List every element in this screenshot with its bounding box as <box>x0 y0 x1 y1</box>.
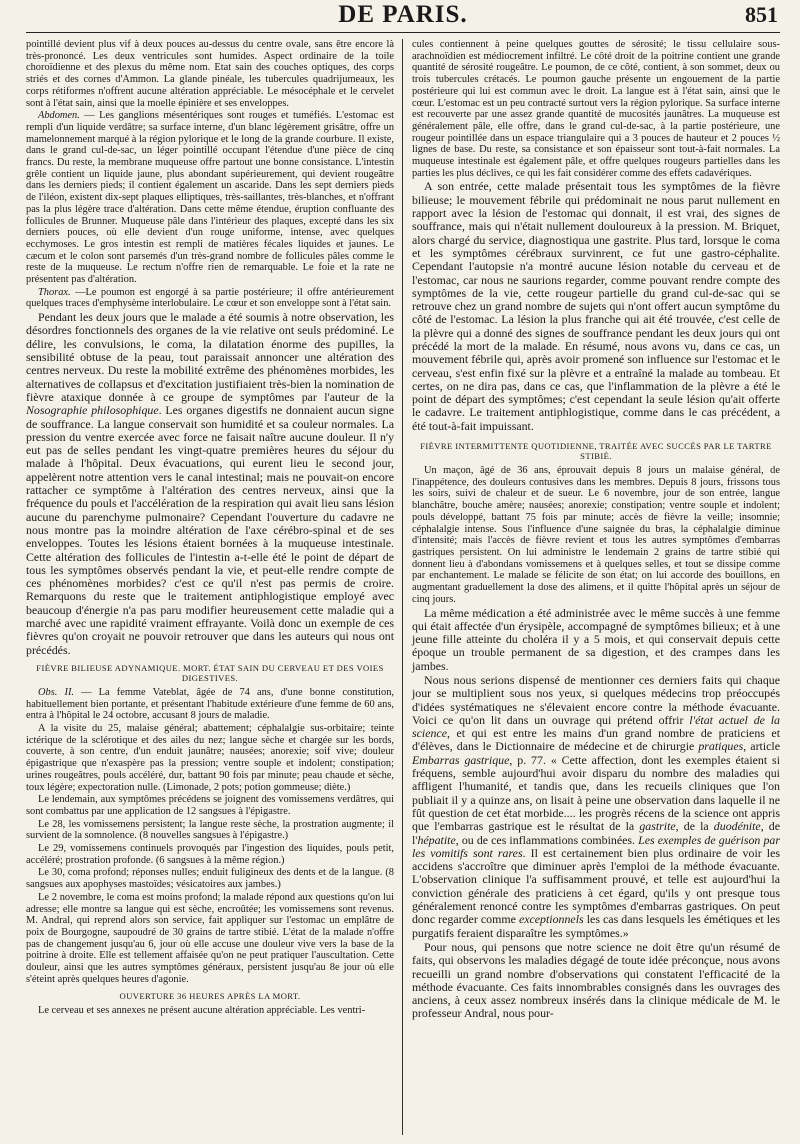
page-header <box>26 0 780 33</box>
paragraph-text: , de la <box>675 819 714 834</box>
paragraph: Le 28, les vomissemens persistent; la langue reste sèche, la prostration augmente; il survient de la somnolence. (8 nouvelles sangsues à l'épigastre.) <box>26 818 395 842</box>
emphasis: exceptionnels <box>518 912 584 927</box>
paragraph-text: . Il est certainement bien plus ordinaire de voir les accidens s'accroître que diminuer après l'emploi de la méthode évacuante. L'observation clinique l'a suffisamment prouvé, et telle est aujourd'hui la conviction générale des praticiens à cet égard, qu'ils y ont presque tous généralement renoncé contre les symptômes d'embarras gastriques. On peut donc regarder comme <box>411 845 780 927</box>
left-column <box>26 39 402 1135</box>
paragraph-text: — Les ganglions mésentériques sont rouges et tuméfiés. L'estomac est rempli d'un liquide verdâtre; sa surface interne, d'un blanc légèrement grisâtre, offre un mamelonnement marqué à la région pylorique et le long de la grande courbure. Il existe, dans le grand cul-de-sac, un léger pointillé occupant l'étendue d'une pièce de cinq francs. Du reste, la membrane muqueuse offre partout une bonne consistance. L'intestin grêle contient un liquide jaune, plus abondant supérieurement, qui devient rougeâtre dans les derniers pieds; il contient également un ascaride. Dans les sept derniers pieds de l'iléon, existent dix-sept plaques elliptiques, très-saillantes, très-blanches, et n'offrant pas la plus légère trace d'altération. Dans cette même étendue, éruption confluante des follicules de Brunner. Muqueuse pâle dans l'intérieur des plaques, excepté dans les six derniers pouces, où elle devient d'un rouge uniforme, intense, avec quelques ecchymoses. Le gros intestin est rempli de matières fécales liquides et jaunes. Le cæcum et le colon sont parsemés d'un très-grand nombre de follicules pâles comme le reste de la muqueuse. Le rectum n'offre rien de remarquable. Le foie et la rate ne présentent pas d'altération. <box>26 110 395 286</box>
paragraph-abdomen <box>26 110 394 286</box>
paragraph: Le 2 novembre, le coma est moins profond; la malade répond aux questions qu'on lui adresse; elle montre sa langue qui est sèche, encroûtée; les vomissemens sont revenus. M. Andral, qui reprend alors son service, fait appliquer sur l'estomac un emplâtre de poix de Bourgogne, saupoudré de 30 grains de tartre stibié. L'état de la malade n'offre pas de changement jusqu'au 6, jour où elle accuse une douleur vive vers la base de la poitrine à droite. Elle est tellement affaisée qu'on ne peut pratiquer l'auscultation. Cette douleur, ainsi que les autres symptômes généraux, persistent jusqu'au 8e jour où elle s'éteint après quelques heures d'agonie. <box>26 891 395 985</box>
paragraph-text: Pendant les deux jours que le malade a été soumis à notre observation, les désordres fonctionnels des organes de la vie relative ont seuls prédominé. Le délire, les convulsions, le coma, la dilatation énorme des pupilles, la sensibilité obtuse de la peau, tout paraissait annoncer une altération des centres nerveux. Du reste la mobilité extrême des phénomènes morbides, les alternatives de collapsus et d'excitation justifiaient très-bien la nomination de fièvre ataxique donnée à ce groupe de symptômes par l'auteur de la <box>26 310 395 404</box>
emphasis: pratiques <box>698 739 744 754</box>
paragraph-text: — La femme Vateblat, âgée de 74 ans, d'une bonne constitution, habituellement bien portante, et présentant l'habitude extérieure d'une femme de 60 ans, entra à l'hôpital le 24 octobre, accusant 8 jours de maladie. <box>26 686 395 722</box>
section-label: Abdomen. <box>38 110 80 122</box>
paragraph-text: les cas dans lesquels les émétiques et les purgatifs feraient disparaître les symptômes.» <box>411 912 780 940</box>
paragraph: Le lendemain, aux symptômes précédens se joignent des vomissemens verdâtres, qui sont combattus par une application de 12 sangsues à l'épigastre. <box>26 794 395 817</box>
paragraph: Le 30, coma profond; réponses nulles; enduit fuligineux des dents et de la langue. (8 sangsues aux apophyses mastoïdes; vésicatoires aux jambes.) <box>26 867 395 891</box>
section-heading: OUVERTURE 36 HEURES APRÈS LA MORT. <box>119 991 301 1002</box>
observation-label: Obs. II. <box>38 686 74 698</box>
paragraph-text: , de l' <box>411 819 780 847</box>
emphasis: Les exemples de guérison par les vomitifs sont rares <box>411 832 780 860</box>
paragraph-text: , article <box>743 739 780 754</box>
emphasis: l'état actuel de la science <box>411 712 780 741</box>
emphasis: hépatite <box>417 832 456 847</box>
paragraph: cules contiennent à peine quelques gouttes de sérosité; le tissu cellulaire sous-arachnoïdien est médiocrement infiltré. Le côté droit de la poitrine contient une grande quantité de sérosité rougeâtre. Le poumon, de ce côté, contient, à son sommet, deux ou trois tubercules crétacés. Le poumon gauche présente un engouement de la partie postérieure qui lui est commun avec le droit. La langue est à l'état sain, ainsi que le cœur. L'estomac est un peu contracté surtout vers la région pylorique. Sa surface interne est recouverte par une assez grande quantité de mucosités jaunâtres. La muqueuse est généralement pâle, elle offre, dans le grand cul-de-sac, à la partie postérieure, une rougeur pointillée dans un espace triangulaire qui a 3 pouces de hauteur et 2 pouces ½ lignes de base. Du reste, sa consistance et son épaisseur sont tout-à-fait normales. La muqueuse intestinale est également pâle, et offre quelques rougeurs partielles dans les parties les plus déclives, ce qui les fait considérer comme des effets cadavériques. <box>411 39 780 179</box>
paragraph: Le cerveau et ses annexes ne présent aucune altération appréciable. Les ventri- <box>38 1005 366 1017</box>
emphasis: gastrite <box>639 819 676 834</box>
paragraph: Le 29, vomissemens continuels provoqués par l'ingestion des liquides, pouls petit, accéléré; prostration profonde. (6 sangsues à la même région.) <box>26 843 395 866</box>
paragraph-commentary <box>26 311 394 657</box>
paragraph-quotation <box>412 674 780 940</box>
paragraph-text: , p. 77. « Cette affection, dont les exemples étaient si fréquens, semble aujourd'hui avoir disparu du nombre des maladies qui affligent l'humanité, et tandis que, dans les recueils cliniques que l'on publiait il y a quinze ans, on lisait à peine une observation dans laquelle il ne fût question de cet état morbide.... les progrès récens de la science ont appris que l'embarras gastrique est le résultat de la <box>411 752 780 834</box>
page-number: 851 <box>745 2 778 27</box>
emphasis: Embarras gastrique <box>411 752 510 767</box>
paragraph-text: , et qui est entre les mains d'un grand nombre de praticiens et d'élèves, dans le Dictionnaire de médecine et de chirurgie <box>411 726 780 754</box>
paragraph-text: . Les organes digestifs ne donnaient aucun signe de souffrance. La langue conservait son humidité et sa couleur normales. La pression du ventre exercée avec force ne faisait naître aucune douleur. Il n'y eut pas de selles pendant les vingt-quatre premières heures du séjour du malade à l'hôpital. Deux évacuations, qui eurent lieu le second jour, appelèrent notre attention vers le canal intestinal; mais ne pouvait-on encore rattacher ce symptôme à l'altération des centres nerveux, ainsi que la fréquence du pouls et l'accélération de la respiration qui avait lieu sans lésion aucune du parenchyme pulmonaire? Cependant l'ouverture du cadavre ne nous montre pas la moindre altération de l'axe cérébro-spinal et de ses enveloppes. Toutes les lésions étaient bornées à la muqueuse intestinale. Cette altération des follicules de l'intestin a-t-elle été le point de départ de tous les symptômes observés pendant la vie, et peut-elle rendre compte de ces phénomènes morbides? c'est ce qu'il n'est pas permis de croire. Remarquons du reste que le traitement antiphlogistique employé avec beaucoup d'énergie n'a pas paru modifier heureusement cette maladie qui a marché avec une rapidité vraiment effrayante. Voilà donc un exemple de ces fièvres qu'on croyait ne pouvoir retrouver que dans les auteurs qui nous ont précédés. <box>26 403 395 657</box>
emphasis: duodénite <box>713 819 761 834</box>
paragraph-text: —Le poumon est engorgé à sa partie postérieure; il offre antérieurement quelques traces d'emphysème interlobulaire. Le cœur et son enveloppe sont à l'état sain. <box>26 286 395 310</box>
section-label: Thorax. <box>38 286 71 298</box>
paragraph-thorax <box>26 287 394 310</box>
paragraph: A la visite du 25, malaise général; abattement; céphalalgie sus-orbitaire; teinte ictérique de la sclérotique et des ailes du nez; langue sèche et chargée sur les bords, couverte, à son centre, d'un enduit jaunâtre; nausées; anorexie; soif vive; douleur épigastrique que n'exaspère pas la pression; ventre souple et indolent; constipation; urines rougeâtres, pouls accéléré, dur, battant 90 fois par minute; peau chaude et sèche, toux légère; expectoration nulle. (Limonade, 2 pots; potion gommeuse; diète.) <box>26 723 395 793</box>
paragraph-observation <box>26 687 394 722</box>
paragraph: pointillé devient plus vif à deux pouces au-dessus du centre ovale, sans être encore là très-prononcé. Les deux ventricules sont humides. Aspect ordinaire de la toile choroïdienne et des plexus du même nom. Etat sain des couches optiques, des corps striés et des cornes d'Ammon. La glande pinéale, les tubercules quadrijumeaux, les corps rétiformes n'offrent aucune altération appréciable. Le mésocéphale et le cervelet sont à l'état sain, ainsi que la moelle épinière et ses enveloppes. <box>26 39 395 109</box>
paragraph-text: , ou de ces inflammations combinées. <box>455 832 639 847</box>
book-title: Nosographie philosophique <box>26 403 159 418</box>
page-title: DE PARIS. <box>338 1 468 28</box>
right-column <box>403 39 780 1135</box>
paragraph-commentary: La même médication a été administrée avec le même succès à une femme qui était affectée d'un érysipèle, accompagné de symptômes bilieux; et à une jeune fille atteinte du choléra il y a 5 mois, et qui conservait depuis cette époque un trouble permanent de sa digestion, et des crampes dans les jambes. <box>411 605 780 673</box>
section-heading: FIÈVRE INTERMITTENTE QUOTIDIENNE, TRAITÉE AVEC SUCCÈS PAR LE TARTRE STIBIÉ. <box>420 441 772 462</box>
paragraph-text: Nous nous serions dispensé de mentionner ces derniers faits qui chaque jour se multiplient sous nos yeux, si quelques médecins trop préoccupés d'idées systématiques ne s'élevaient encore contre la méthode évacuante. Voici ce qu'on lit dans un ouvrage qui prétend offrir <box>411 673 780 727</box>
section-heading: FIÈVRE BILIEUSE ADYNAMIQUE. MORT. ÉTAT SAIN DU CERVEAU ET DES VOIES DIGESTIVES. <box>36 662 384 683</box>
paragraph: Un maçon, âgé de 36 ans, éprouvait depuis 8 jours un malaise général, de l'inappétence, des douleurs contusives dans les membres. Depuis 8 jours, frissons tous les soirs, suivi de chaleur et de sueur. Le 6 novembre, jour de son entrée, langue blanchâtre, bouche amère; nausées; anorexie; constipation; ventre souple et indolent; pouls développé, battant 75 fois par minute; accès de fièvre la veille; insomnie; céphalalgie intense. Sous l'influence d'une saignée du bras, la céphalalgie diminue d'intensité; mais l'accès de fièvre revient et tous les autres symptômes d'embarras gastriques persistent. On lui administre le lendemain 2 grains de tartre stibié qui donnent lieu à d'abondans vomissemens et à quelques selles, et tout se dissipe comme par enchantement. Le malade se félicite de son état; on lui accorde des bouillons, en augmentant graduellement la dose des alimens, et il quitte l'hôpital après un séjour de cinq jours. <box>411 465 780 605</box>
columns <box>26 39 780 1135</box>
paragraph-commentary: Pour nous, qui pensons que notre science ne doit être qu'un résumé de faits, qui observons les maladies dégagé de toute idée préconçue, nous avons recueilli un grand nombre d'observations qui constatent l'efficacité de la méthode évacuante. Ces faits innombrables consignés dans les ouvrages des anciens, à ceux assez nombreux insérés dans la clinique médicale de M. le professeur Andral, nous pour- <box>411 939 780 1021</box>
paragraph-commentary: A son entrée, cette malade présentait tous les symptômes de la fièvre bilieuse; le mouvement fébrile qui prédominait ne nous parut nullement en rapport avec la lésion de l'estomac qui donnait, il est vrai, des signes de souffrance, mais qui n'était nullement douloureux à la pression. M. Briquet, alors chargé du service, diagnostiqua une gastrite. Plus tard, lorsque le coma et les symptômes cérébraux survinrent, ce fut une gastro-céphalite. Cependant l'autopsie n'a montré aucune lésion notable du cerveau et de l'estomac, car nous ne saurions regarder, comme pouvant rendre compte des symptômes de la vie, cette rougeur partielle du grand cul-de-sac qui se retrouve chez un grand nombre de sujets qui n'ont offert aucun symptôme du côté de l'estomac. La lésion la plus franche qui ait été trouvée, c'est celle de la plèvre qui a donné des signes de souffrance pendant les deux jours qui ont précédé la mort de la malade. En résumé, nous avons vu, dans ce cas, un mouvement fébrile qui, après avoir promené son influence sur l'estomac et le cerveau, s'est enfin fixé sur la plèvre et a entraîné la malade au tombeau. Et certes, on ne dira pas, dans ce cas, que l'inflammation de la plèvre a été le point de départ des symptômes; c'est cependant la seule lésion qu'ait offerte le cadavre. Le traitement antiphlogistique, comme dans le cas précédent, a été tout-à-fait impuissant. <box>411 179 780 433</box>
